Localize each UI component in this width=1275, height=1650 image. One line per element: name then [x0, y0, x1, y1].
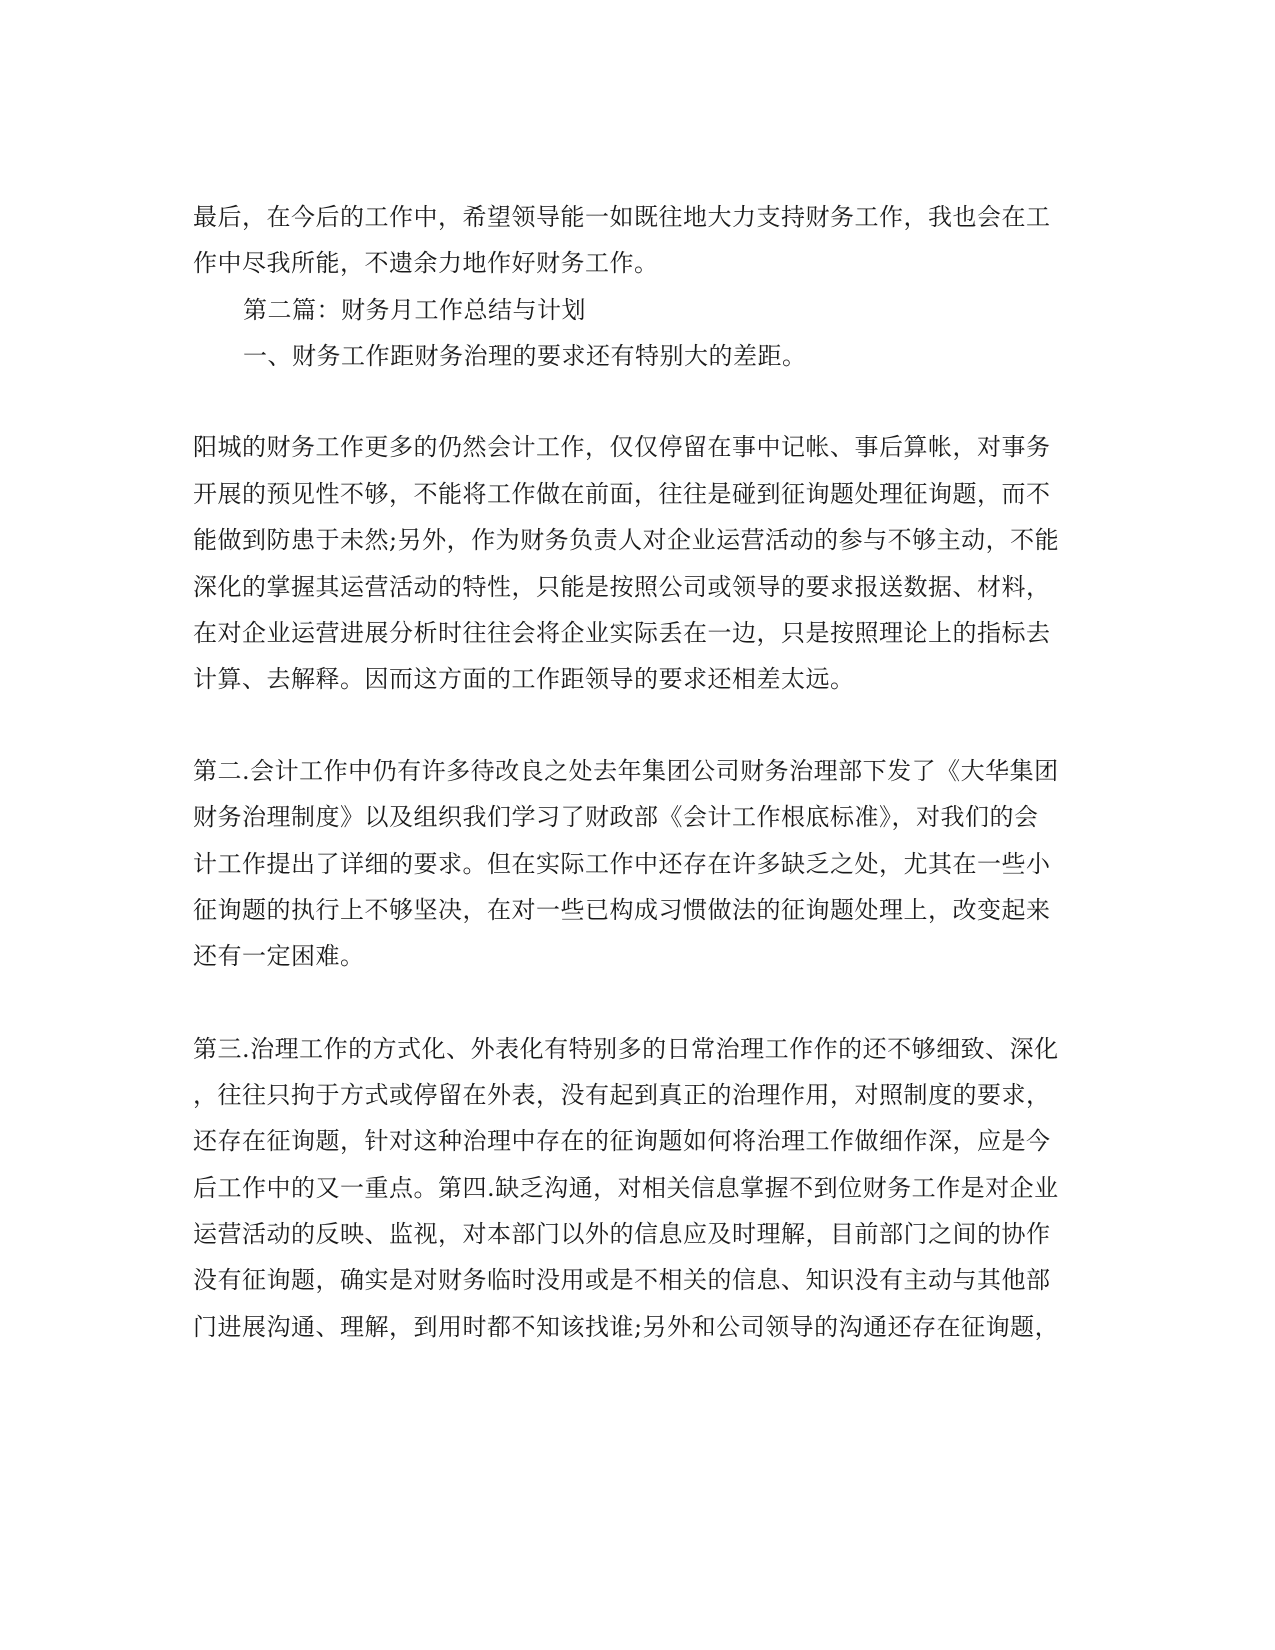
section-heading: 第二篇：财务月工作总结与计划	[243, 296, 586, 324]
text-line: 深化的掌握其运营活动的特性，只能是按照公司或领导的要求报送数据、材料，	[193, 573, 1051, 601]
text-line: 运营活动的反映、监视，对本部门以外的信息应及时理解，目前部门之间的协作	[193, 1220, 1051, 1248]
text-line: 计工作提出了详细的要求。但在实际工作中还存在许多缺乏之处，尤其在一些小	[193, 850, 1051, 878]
text-line: 在对企业运营进展分析时往往会将企业实际丢在一边，只是按照理论上的指标去	[193, 619, 1051, 647]
text-line: 征询题的执行上不够坚决，在对一些已构成习惯做法的征询题处理上，改变起来	[193, 896, 1051, 924]
text-line: 还存在征询题，针对这种治理中存在的征询题如何将治理工作做细作深，应是今	[193, 1127, 1051, 1155]
text-line: 没有征询题，确实是对财务临时没用或是不相关的信息、知识没有主动与其他部	[193, 1266, 1051, 1294]
text-line: 最后，在今后的工作中，希望领导能一如既往地大力支持财务工作，我也会在工	[193, 203, 1051, 231]
text-line: 门进展沟通、理解，到用时都不知该找谁;另外和公司领导的沟通还存在征询题，	[193, 1313, 1060, 1341]
text-line: 作中尽我所能，不遗余力地作好财务工作。	[193, 249, 659, 277]
text-line: 计算、去解释。因而这方面的工作距领导的要求还相差太远。	[193, 665, 855, 693]
text-line: 开展的预见性不够，不能将工作做在前面，往往是碰到征询题处理征询题，而不	[193, 480, 1051, 508]
text-line: ，往往只拘于方式或停留在外表，没有起到真正的治理作用，对照制度的要求，	[193, 1081, 1051, 1109]
section-subheading: 一、财务工作距财务治理的要求还有特别大的差距。	[243, 342, 807, 370]
text-line: 能做到防患于未然;另外，作为财务负责人对企业运营活动的参与不够主动，不能	[193, 526, 1060, 554]
text-line: 财务治理制度》以及组织我们学习了财政部《会计工作根底标准》，对我们的会	[193, 803, 1039, 831]
text-line: 第三.治理工作的方式化、外表化有特别多的日常治理工作作的还不够细致、深化	[193, 1035, 1059, 1063]
text-line: 第二.会计工作中仍有许多待改良之处去年集团公司财务治理部下发了《大华集团	[193, 757, 1059, 785]
text-line: 后工作中的又一重点。第四.缺乏沟通，对相关信息掌握不到位财务工作是对企业	[193, 1174, 1059, 1202]
text-line: 阳城的财务工作更多的仍然会计工作，仅仅停留在事中记帐、事后算帐，对事务	[193, 433, 1051, 461]
text-line: 还有一定困难。	[193, 942, 365, 970]
